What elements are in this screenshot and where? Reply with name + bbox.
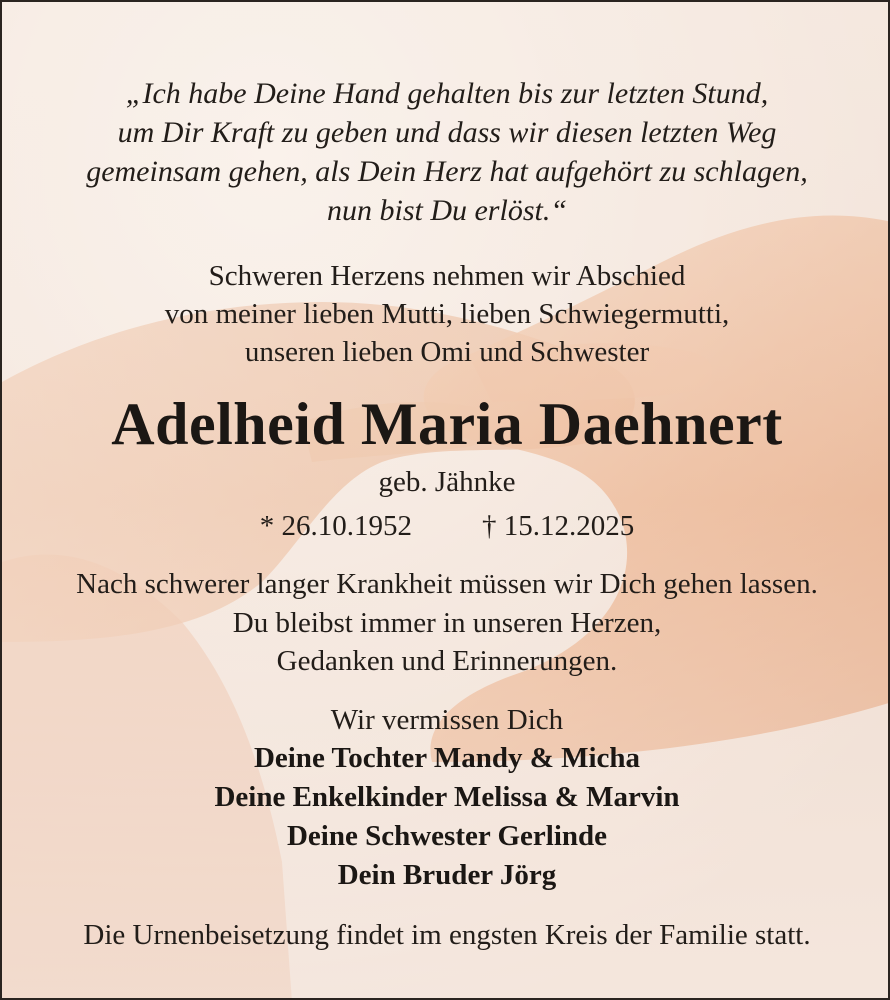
- poem-line-3: gemeinsam gehen, als Dein Herz hat aufgehört zu schlagen,: [86, 155, 808, 188]
- mourner-4: Dein Bruder Jörg: [337, 859, 557, 891]
- death-date: † 15.12.2025: [482, 510, 635, 542]
- birth-name: geb. Jähnke: [378, 466, 516, 498]
- message-line-1: Nach schwerer langer Krankheit müssen wir Dich gehen lassen.: [76, 568, 818, 600]
- miss-line: Wir vermissen Dich: [330, 704, 564, 736]
- intro-line-2: von meiner lieben Mutti, lieben Schwiegermutti,: [164, 298, 730, 330]
- poem-line-1: „Ich habe Deine Hand gehalten bis zur letzten Stund,: [125, 77, 769, 110]
- burial-note: Die Urnenbeisetzung findet im engsten Kreis der Familie statt.: [83, 919, 811, 951]
- mourner-1: Deine Tochter Mandy & Micha: [253, 742, 641, 774]
- life-dates: [2, 508, 890, 545]
- message-line-2: Du bleibst immer in unseren Herzen,: [232, 607, 662, 639]
- message-line-3: Gedanken und Erinnerungen.: [276, 645, 618, 677]
- mourner-3: Deine Schwester Gerlinde: [286, 820, 608, 852]
- poem-line-4: nun bist Du erlöst.“: [326, 194, 568, 227]
- mourner-2: Deine Enkelkinder Melissa & Marvin: [214, 781, 680, 813]
- poem-line-2: um Dir Kraft zu geben und dass wir diesen letzten Weg: [117, 116, 777, 149]
- notice-text: [2, 2, 890, 1000]
- intro-line-3: unseren lieben Omi und Schwester: [244, 336, 650, 368]
- birth-date: * 26.10.1952: [259, 510, 412, 542]
- deceased-name: Adelheid Maria Daehnert: [111, 391, 783, 457]
- intro-line-1: Schweren Herzens nehmen wir Abschied: [208, 260, 686, 292]
